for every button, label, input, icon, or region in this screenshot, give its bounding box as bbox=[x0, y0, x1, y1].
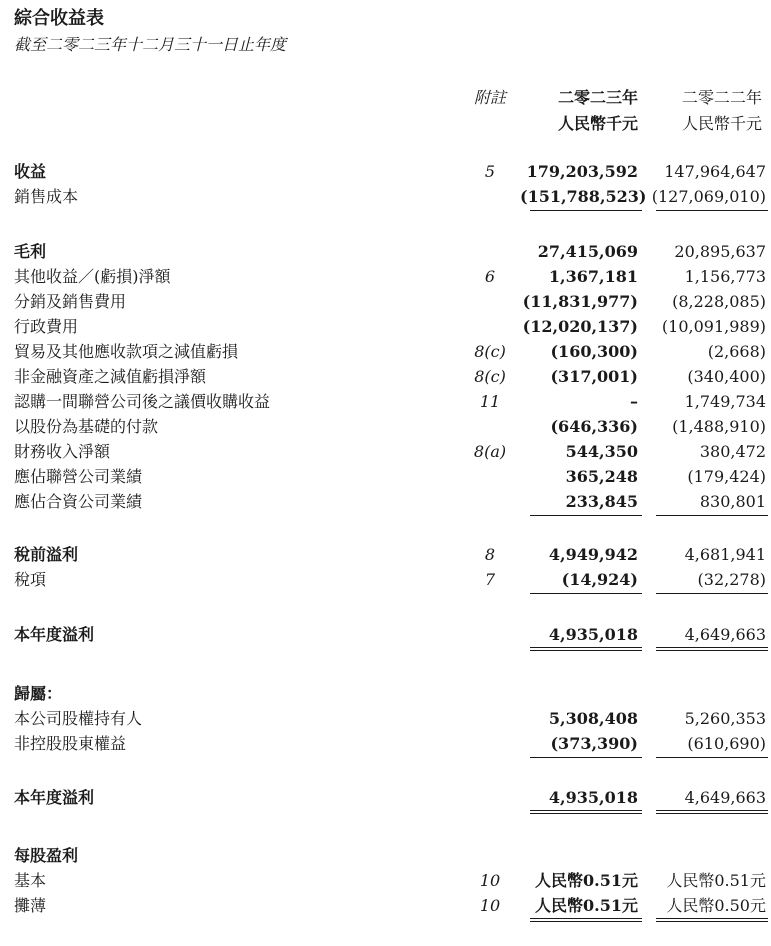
row-prior-value: (610,690) bbox=[687, 734, 766, 753]
row-associates bbox=[0, 465, 771, 489]
row-current-value: 1,367,181 bbox=[548, 267, 638, 286]
row-current-value: 4,949,942 bbox=[548, 545, 638, 564]
row-prior-value: (10,091,989) bbox=[661, 317, 766, 336]
row-impairment-nonfinancial bbox=[0, 365, 771, 389]
row-prior-value: (340,400) bbox=[687, 367, 766, 386]
row-note: 8(a) bbox=[473, 442, 507, 461]
subtotal-rule bbox=[656, 210, 768, 211]
row-current-value: (14,924) bbox=[561, 570, 638, 589]
row-current-value: (317,001) bbox=[550, 367, 638, 386]
row-joint-ventures bbox=[0, 490, 771, 514]
row-prior-value: (179,424) bbox=[687, 467, 766, 486]
row-label: 稅項 bbox=[14, 570, 47, 589]
row-label: 財務收入淨額 bbox=[14, 442, 111, 461]
row-bargain-purchase bbox=[0, 390, 771, 414]
row-label: 以股份為基礎的付款 bbox=[14, 417, 159, 436]
row-note: 10 bbox=[479, 896, 501, 915]
row-current-value: 27,415,069 bbox=[537, 242, 638, 261]
row-profit-for-year-2 bbox=[0, 786, 771, 810]
row-prior-value: 1,156,773 bbox=[684, 267, 766, 286]
row-label: 貿易及其他應收款項之減值虧損 bbox=[14, 342, 239, 361]
row-current-value: 4,935,018 bbox=[548, 788, 638, 807]
row-prior-value: 人民幣0.51元 bbox=[666, 871, 766, 890]
row-current-value: (646,336) bbox=[550, 417, 638, 436]
total-double-rule bbox=[656, 921, 768, 922]
row-label: 認購一間聯營公司後之議價收購收益 bbox=[14, 392, 271, 411]
row-current-value: (373,390) bbox=[550, 734, 638, 753]
row-current-value: – bbox=[630, 392, 638, 411]
row-current-value: 179,203,592 bbox=[526, 162, 638, 181]
row-current-value: (11,831,977) bbox=[522, 292, 638, 311]
row-prior-value: 4,649,663 bbox=[684, 788, 766, 807]
row-note: 7 bbox=[484, 570, 496, 589]
row-prior-value: 人民幣0.50元 bbox=[666, 896, 766, 915]
total-double-rule bbox=[656, 813, 768, 814]
total-double-rule bbox=[530, 810, 642, 811]
row-share-based-payment bbox=[0, 415, 771, 439]
statement-subtitle: 截至二零二三年十二月三十一日止年度 bbox=[14, 35, 287, 54]
row-label: 收益 bbox=[14, 162, 47, 181]
row-note: 8(c) bbox=[474, 342, 506, 361]
current-year-header: 二零二三年 bbox=[557, 88, 638, 107]
total-double-rule bbox=[656, 647, 768, 648]
prior-year-header: 二零二二年 bbox=[681, 88, 762, 107]
total-double-rule bbox=[530, 647, 642, 648]
row-attributable-heading bbox=[0, 682, 771, 706]
row-label: 本年度溢利 bbox=[14, 625, 95, 644]
row-prior-value: (2,668) bbox=[707, 342, 766, 361]
row-label: 本公司股權持有人 bbox=[14, 709, 143, 728]
row-profit-for-year bbox=[0, 623, 771, 647]
row-prior-value: 830,801 bbox=[699, 492, 766, 511]
subtotal-rule bbox=[530, 757, 642, 758]
row-distribution bbox=[0, 290, 771, 314]
row-current-value: (151,788,523) bbox=[520, 187, 647, 206]
total-double-rule bbox=[530, 918, 642, 919]
row-current-value: 4,935,018 bbox=[548, 625, 638, 644]
row-eps-heading bbox=[0, 844, 771, 868]
row-prior-value: 1,749,734 bbox=[684, 392, 766, 411]
subtotal-rule bbox=[530, 593, 642, 594]
total-double-rule bbox=[530, 921, 642, 922]
row-note: 8(c) bbox=[474, 367, 506, 386]
row-current-value: (160,300) bbox=[550, 342, 638, 361]
row-label: 每股盈利 bbox=[14, 846, 79, 865]
row-current-value: 人民幣0.51元 bbox=[535, 896, 638, 915]
row-prior-value: 147,964,647 bbox=[664, 162, 766, 181]
row-revenue bbox=[0, 160, 771, 184]
row-prior-value: 4,681,941 bbox=[684, 545, 766, 564]
row-prior-value: 380,472 bbox=[699, 442, 766, 461]
row-gross-profit bbox=[0, 240, 771, 264]
row-label: 攤薄 bbox=[14, 896, 47, 915]
row-label: 分銷及銷售費用 bbox=[14, 292, 127, 311]
subtotal-rule bbox=[656, 515, 768, 516]
row-label: 行政費用 bbox=[14, 317, 79, 336]
row-admin bbox=[0, 315, 771, 339]
row-eps-diluted bbox=[0, 894, 771, 918]
row-prior-value: (1,488,910) bbox=[672, 417, 766, 436]
row-non-controlling-interests bbox=[0, 732, 771, 756]
row-label: 其他收益／(虧損)淨額 bbox=[14, 267, 171, 286]
row-finance-income bbox=[0, 440, 771, 464]
row-label: 本年度溢利 bbox=[14, 788, 95, 807]
total-double-rule bbox=[656, 650, 768, 651]
current-unit-header: 人民幣千元 bbox=[557, 114, 638, 133]
total-double-rule bbox=[530, 813, 642, 814]
subtotal-rule bbox=[656, 757, 768, 758]
row-current-value: 5,308,408 bbox=[548, 709, 638, 728]
subtotal-rule bbox=[656, 593, 768, 594]
row-label: 歸屬： bbox=[14, 684, 63, 703]
row-note: 5 bbox=[484, 162, 496, 181]
row-prior-value: 5,260,353 bbox=[684, 709, 766, 728]
row-note: 11 bbox=[479, 392, 501, 411]
row-note: 8 bbox=[484, 545, 496, 564]
row-tax bbox=[0, 568, 771, 592]
row-current-value: 人民幣0.51元 bbox=[535, 871, 638, 890]
row-prior-value: (8,228,085) bbox=[672, 292, 766, 311]
row-impairment-receivables bbox=[0, 340, 771, 364]
total-double-rule bbox=[656, 810, 768, 811]
row-note: 6 bbox=[484, 267, 496, 286]
row-current-value: (12,020,137) bbox=[522, 317, 638, 336]
row-prior-value: 20,895,637 bbox=[674, 242, 766, 261]
row-other-income bbox=[0, 265, 771, 289]
note-column-header: 附註 bbox=[473, 88, 506, 107]
row-label: 應佔聯營公司業績 bbox=[14, 467, 143, 486]
row-note: 10 bbox=[479, 871, 501, 890]
statement-title: 綜合收益表 bbox=[14, 8, 104, 29]
row-label: 銷售成本 bbox=[14, 187, 79, 206]
prior-unit-header: 人民幣千元 bbox=[681, 114, 762, 133]
subtotal-rule bbox=[530, 210, 642, 211]
row-eps-basic bbox=[0, 869, 771, 893]
total-double-rule bbox=[656, 918, 768, 919]
row-prior-value: (127,069,010) bbox=[651, 187, 766, 206]
row-prior-value: 4,649,663 bbox=[684, 625, 766, 644]
row-current-value: 544,350 bbox=[565, 442, 638, 461]
row-current-value: 365,248 bbox=[565, 467, 638, 486]
row-equity-holders bbox=[0, 707, 771, 731]
row-cost-of-sales bbox=[0, 185, 771, 209]
row-profit-before-tax bbox=[0, 543, 771, 567]
row-label: 應佔合資公司業績 bbox=[14, 492, 143, 511]
row-label: 毛利 bbox=[14, 242, 47, 261]
total-double-rule bbox=[530, 650, 642, 651]
row-prior-value: (32,278) bbox=[697, 570, 766, 589]
subtotal-rule bbox=[530, 515, 642, 516]
row-label: 非控股股東權益 bbox=[14, 734, 127, 753]
row-label: 非金融資產之減值虧損淨額 bbox=[14, 367, 207, 386]
row-label: 稅前溢利 bbox=[14, 545, 79, 564]
row-label: 基本 bbox=[14, 871, 47, 890]
row-current-value: 233,845 bbox=[565, 492, 638, 511]
